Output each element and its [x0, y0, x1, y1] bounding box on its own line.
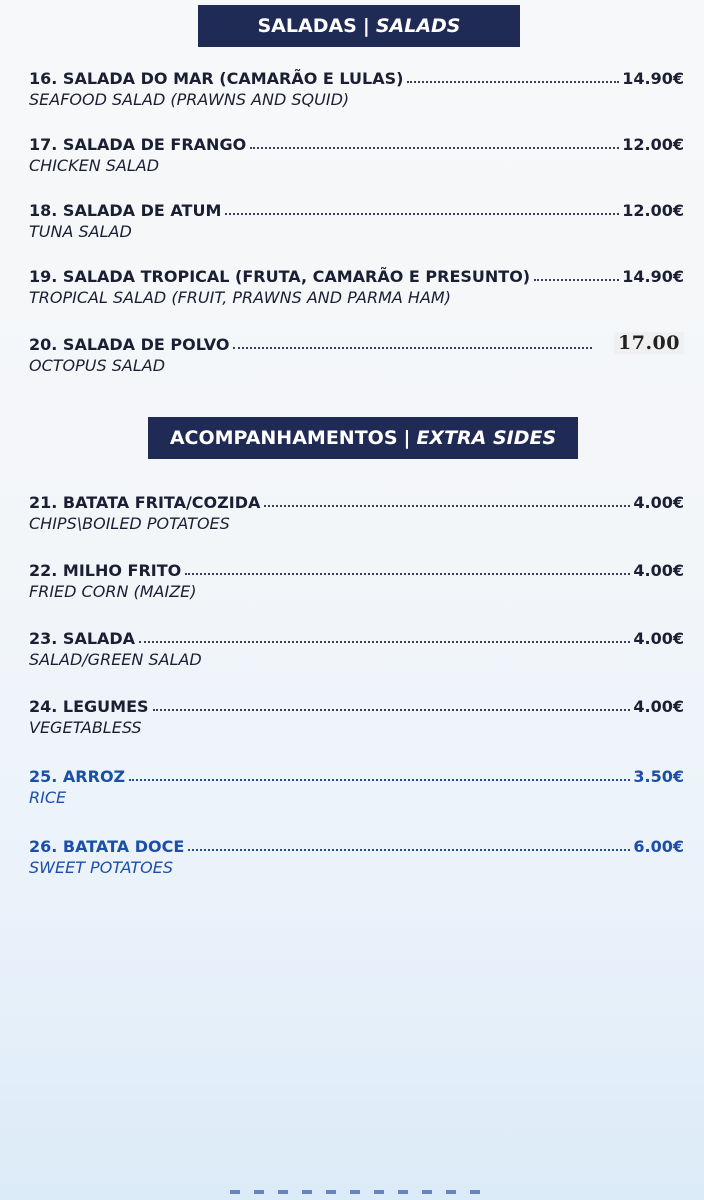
- item-name-en: TROPICAL SALAD (FRUIT, PRAWNS AND PARMA HAM): [29, 288, 451, 307]
- item-price: 12.00€: [622, 201, 684, 220]
- dot-leader: [129, 779, 630, 781]
- item-name-pt: 20. SALADA DE POLVO: [29, 335, 230, 354]
- dot-leader: [407, 81, 619, 83]
- handwritten-price: 17.00: [614, 332, 684, 354]
- item-price: 14.90€: [622, 69, 684, 88]
- section-title-en: SALADS: [375, 15, 461, 37]
- menu-item: [29, 558, 684, 601]
- menu-item: [29, 66, 684, 109]
- section-title-pt: ACOMPANHAMENTOS: [169, 427, 398, 449]
- dot-leader: [250, 147, 619, 149]
- item-name-en: CHIPS\BOILED POTATOES: [29, 514, 230, 533]
- item-name-en: SEAFOOD SALAD (PRAWNS AND SQUID): [29, 90, 350, 109]
- section-header-salads: [198, 5, 520, 47]
- menu-item: [29, 764, 684, 807]
- item-price: 4.00€: [633, 493, 684, 512]
- menu-item: [29, 264, 684, 307]
- item-price: 4.00€: [633, 629, 684, 648]
- section-separator: |: [362, 15, 370, 37]
- section-separator: |: [403, 427, 411, 449]
- item-name-en: SWEET POTATOES: [29, 858, 174, 877]
- item-name-en: OCTOPUS SALAD: [29, 356, 166, 375]
- menu-item: [29, 490, 684, 533]
- dot-leader: [534, 279, 619, 281]
- item-name-en: TUNA SALAD: [29, 222, 132, 241]
- dot-leader: [264, 505, 630, 507]
- menu-item: [29, 332, 684, 375]
- item-name-pt: 17. SALADA DE FRANGO: [29, 135, 247, 154]
- item-name-pt: 26. BATATA DOCE: [29, 837, 185, 856]
- item-name-pt: 19. SALADA TROPICAL (FRUTA, CAMARÃO E PRESUNTO): [29, 267, 531, 286]
- dot-leader: [139, 641, 630, 643]
- bottom-edge-decoration: [230, 1190, 490, 1194]
- item-price: 6.00€: [633, 837, 684, 856]
- menu-item: [29, 626, 684, 669]
- item-name-en: VEGETABLESS: [29, 718, 142, 737]
- item-name-en: RICE: [29, 788, 67, 807]
- item-name-en: FRIED CORN (MAIZE): [29, 582, 197, 601]
- item-price: 12.00€: [622, 135, 684, 154]
- section-header-extra-sides: [148, 417, 578, 459]
- section-title-pt: SALADAS: [257, 15, 357, 37]
- item-name-en: CHICKEN SALAD: [29, 156, 160, 175]
- menu-item: [29, 694, 684, 737]
- item-name-pt: 16. SALADA DO MAR (CAMARÃO E LULAS): [29, 69, 404, 88]
- dot-leader: [188, 849, 630, 851]
- item-name-pt: 23. SALADA: [29, 629, 136, 648]
- dot-leader: [233, 347, 592, 349]
- dot-leader: [153, 709, 631, 711]
- item-name-pt: 24. LEGUMES: [29, 697, 149, 716]
- item-name-pt: 18. SALADA DE ATUM: [29, 201, 222, 220]
- item-price: 4.00€: [633, 697, 684, 716]
- item-name-pt: 22. MILHO FRITO: [29, 561, 182, 580]
- menu-item: [29, 834, 684, 877]
- item-price: 14.90€: [622, 267, 684, 286]
- dot-leader: [185, 573, 630, 575]
- dot-leader: [225, 213, 619, 215]
- item-name-pt: 25. ARROZ: [29, 767, 126, 786]
- section-title-en: EXTRA SIDES: [416, 427, 557, 449]
- menu-item: [29, 198, 684, 241]
- item-price: 3.50€: [633, 767, 684, 786]
- item-name-pt: 21. BATATA FRITA/COZIDA: [29, 493, 261, 512]
- menu-item: [29, 132, 684, 175]
- item-name-en: SALAD/GREEN SALAD: [29, 650, 202, 669]
- item-price: 4.00€: [633, 561, 684, 580]
